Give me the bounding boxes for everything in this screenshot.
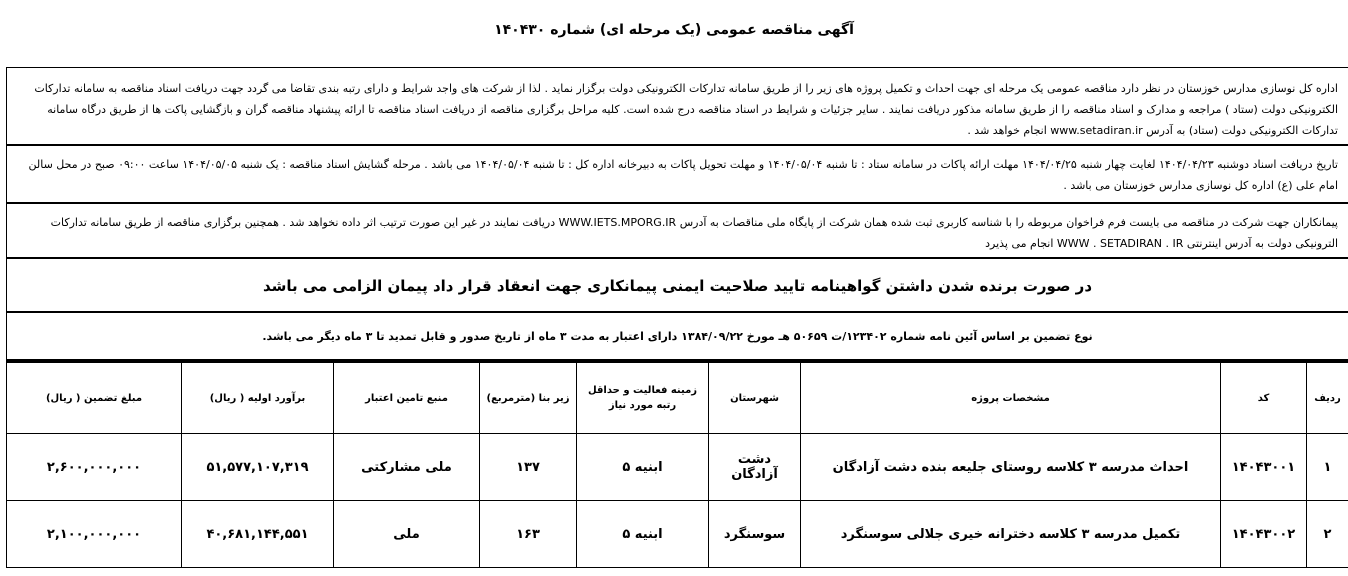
header-guarantee: مبلغ تضمین ( ریال): [7, 363, 182, 434]
cell-activity-grade: ابنیه ۵: [577, 434, 709, 501]
cell-area: ۱۳۷: [480, 434, 577, 501]
header-estimate: برآورد اولیه ( ریال): [182, 363, 334, 434]
projects-table: [6, 362, 1348, 568]
cell-project: تکمیل مدرسه ۳ کلاسه دخترانه خیری جلالی سوسنگرد: [801, 501, 1221, 568]
header-project: مشخصات پروژه: [801, 363, 1221, 434]
cell-funding: ملی مشارکتی: [334, 434, 480, 501]
contractors-paragraph: پیمانکاران جهت شرکت در مناقصه می بایست فرم فراخوان مربوطه را با شناسه کاربری ثبت شده همان شرکت از پایگاه ملی مناقصات به آدرس WWW.IETS.MPORG.IR دریافت نمایند در غیر این صورت ترتیب اثر داده نخواهد شد . همچنین برگزاری مناقصه از طریق سامانه تدارکات الترونیکی دولت به آدرس اینترنتی WWW . SETADIRAN . IR انجام می پذیرد: [6, 203, 1348, 258]
cell-code: ۱۴۰۴۳۰۰۱: [1221, 434, 1307, 501]
cell-guarantee: ۲,۶۰۰,۰۰۰,۰۰۰: [7, 434, 182, 501]
cell-row-number: ۲: [1307, 501, 1348, 568]
header-activity-grade: زمینه فعالیت و حداقل رتبه مورد نیاز: [577, 363, 709, 434]
cell-estimate: ۴۰,۶۸۱,۱۴۴,۵۵۱: [182, 501, 334, 568]
cell-area: ۱۶۳: [480, 501, 577, 568]
cell-project: احداث مدرسه ۳ کلاسه روستای جلیعه بنده دشت آزادگان: [801, 434, 1221, 501]
table-row: [7, 434, 1348, 501]
cell-county: دشت آزادگان: [709, 434, 801, 501]
cell-guarantee: ۲,۱۰۰,۰۰۰,۰۰۰: [7, 501, 182, 568]
guarantee-notice: نوع تضمین بر اساس آئین نامه شماره ۱۲۳۴۰۲/ت ۵۰۶۵۹ هـ مورخ ۱۳۸۴/۰۹/۲۲ دارای اعتبار به مدت ۳ ماه از تاریخ صدور و قابل تمدید تا ۳ ماه دیگر می باشد.: [6, 312, 1348, 362]
header-funding: منبع تامین اعتبار: [334, 363, 480, 434]
cell-activity-grade: ابنیه ۵: [577, 501, 709, 568]
dates-paragraph: تاریخ دریافت اسناد دوشنبه ۱۴۰۴/۰۴/۲۳ لغایت چهار شنبه ۱۴۰۴/۰۴/۲۵ مهلت ارائه پاکات در سامانه ستاد : تا شنبه ۱۴۰۴/۰۵/۰۴ و مهلت تحویل پاکات به دبیرخانه اداره کل : تا شنبه ۱۴۰۴/۰۵/۰۴ می باشد . مرحله گشایش اسناد مناقصه : یک شنبه ۱۴۰۴/۰۵/۰۵ ساعت ۰۹:۰۰ صبح در محل سالن امام علی (ع) اداره کل نوسازی مدارس خوزستان می باشد .: [6, 145, 1348, 203]
header-county: شهرستان: [709, 363, 801, 434]
header-code: کد: [1221, 363, 1307, 434]
notice-title: آگهی مناقصه عمومی (یک مرحله ای) شماره ۱۴۰۴۳۰: [494, 22, 854, 38]
cell-code: ۱۴۰۴۳۰۰۲: [1221, 501, 1307, 568]
header-row-number: ردیف: [1307, 363, 1348, 434]
cell-estimate: ۵۱,۵۷۷,۱۰۷,۳۱۹: [182, 434, 334, 501]
header-area: زیر بنا (مترمربع): [480, 363, 577, 434]
safety-certificate-notice: در صورت برنده شدن داشتن گواهینامه تایید صلاحیت ایمنی پیمانکاری جهت انعقاد قرار داد پیمان الزامی می باشد: [6, 258, 1348, 312]
table-header-row: [7, 363, 1348, 434]
cell-funding: ملی: [334, 501, 480, 568]
cell-county: سوسنگرد: [709, 501, 801, 568]
table-row: [7, 501, 1348, 568]
intro-paragraph: اداره کل نوسازی مدارس خوزستان در نظر دارد مناقصه عمومی یک مرحله ای جهت احداث و تکمیل پروژه های زیر را از طریق سامانه تدارکات الکترونیکی دولت برگزار نماید . لذا از شرکت های واجد شرایط و دارای رتبه بندی تقاضا می گردد جهت دریافت اسناد مناقصه به سامانه تدارکات الکترونیکی دولت (ستاد ) مراجعه و مدارک و اسناد مناقصه را از طریق سامانه مذکور دریافت نمایند . سایر جزئیات و شرایط در اسناد مناقصه درج شده است. کلیه مراحل برگزاری مناقصه از دریافت اسناد مناقصه تا ارائه پیشنهاد مناقصه گران و بازگشایی پاکت ها از طریق درگاه سامانه تدارکات الکترونیکی دولت (ستاد) به آدرس www.setadiran.ir انجام خواهد شد .: [6, 67, 1348, 145]
cell-row-number: ۱: [1307, 434, 1348, 501]
